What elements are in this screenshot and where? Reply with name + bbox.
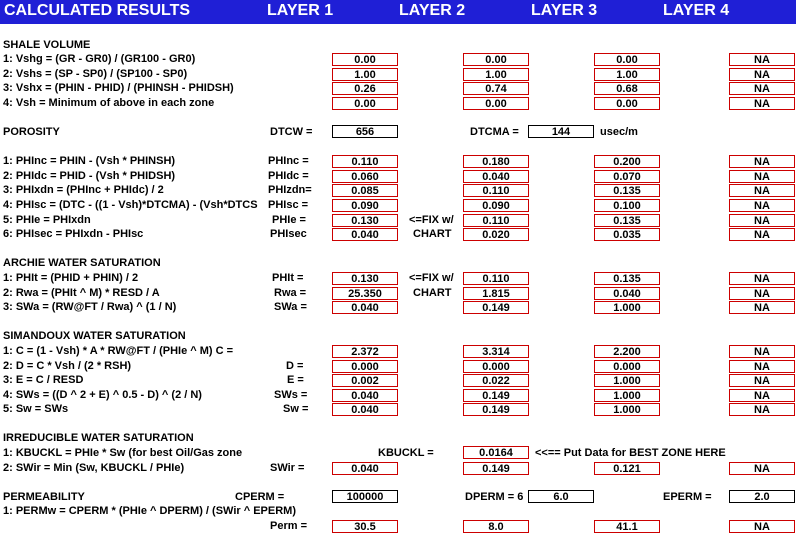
simandoux-row-3-layer-4[interactable]: NA — [729, 374, 795, 387]
archie-row-3-label: 3: SWa = (RW@FT / Rwa) ^ (1 / N) — [3, 301, 177, 313]
porosity-row-1-layer-3[interactable]: 0.200 — [594, 155, 660, 168]
porosity-row-2-layer-2[interactable]: 0.040 — [463, 170, 529, 183]
shale-row-3-layer-4[interactable]: NA — [729, 82, 795, 95]
dtcma-unit: usec/m — [600, 126, 638, 138]
simandoux-row-4-label: 4: SWs = ((D ^ 2 + E) ^ 0.5 - D) ^ (2 / N) — [3, 389, 202, 401]
simandoux-row-5-layer-1[interactable]: 0.040 — [332, 403, 398, 416]
archie-row-1-layer-4[interactable]: NA — [729, 272, 795, 285]
shale-row-4-layer-4[interactable]: NA — [729, 97, 795, 110]
porosity-row-5-layer-4[interactable]: NA — [729, 214, 795, 227]
porosity-row-3-layer-1[interactable]: 0.085 — [332, 184, 398, 197]
simandoux-row-4-layer-1[interactable]: 0.040 — [332, 389, 398, 402]
shale-volume-heading: SHALE VOLUME — [3, 39, 91, 51]
porosity-row-5-label: 5: PHIe = PHIxdn — [3, 214, 91, 226]
simandoux-row-5-layer-4[interactable]: NA — [729, 403, 795, 416]
simandoux-row-2-layer-2[interactable]: 0.000 — [463, 360, 529, 373]
archie-row-2-layer-2[interactable]: 1.815 — [463, 287, 529, 300]
layer-2-header: LAYER 2 — [399, 2, 466, 19]
porosity-row-3-layer-4[interactable]: NA — [729, 184, 795, 197]
porosity-row-3-symbol: PHIzdn= — [268, 184, 312, 196]
porosity-row-1-symbol: PHInc = — [268, 155, 309, 167]
shale-row-4-layer-3[interactable]: 0.00 — [594, 97, 660, 110]
archie-row-2-symbol: Rwa = — [274, 287, 307, 299]
archie-fix-note-2: CHART — [413, 287, 452, 299]
simandoux-row-5-label: 5: Sw = SWs — [3, 403, 69, 415]
porosity-row-6-label: 6: PHIsec = PHIxdn - PHIsc — [3, 228, 144, 240]
porosity-row-5-layer-2[interactable]: 0.110 — [463, 214, 529, 227]
shale-row-4-layer-2[interactable]: 0.00 — [463, 97, 529, 110]
irreducible-row-2-label: 2: SWir = Min (Sw, KBUCKL / PHIe) — [3, 462, 185, 474]
cperm-label: CPERM = — [235, 491, 285, 503]
layer-4-header: LAYER 4 — [663, 2, 730, 19]
dtcw-input[interactable]: 656 — [332, 125, 398, 138]
perm-symbol: Perm = — [270, 520, 307, 532]
porosity-row-6-layer-3[interactable]: 0.035 — [594, 228, 660, 241]
eperm-input[interactable]: 2.0 — [729, 490, 795, 503]
archie-row-1-layer-1[interactable]: 0.130 — [332, 272, 398, 285]
simandoux-row-3-layer-1[interactable]: 0.002 — [332, 374, 398, 387]
simandoux-row-4-layer-2[interactable]: 0.149 — [463, 389, 529, 402]
porosity-row-3-label: 3: PHIxdn = (PHInc + PHIdc) / 2 — [3, 184, 164, 196]
archie-row-3-layer-2[interactable]: 0.149 — [463, 301, 529, 314]
irreducible-heading: IRREDUCIBLE WATER SATURATION — [3, 432, 194, 444]
simandoux-row-1-label: 1: C = (1 - Vsh) * A * RW@FT / (PHIe ^ M) C = — [3, 345, 234, 357]
simandoux-heading: SIMANDOUX WATER SATURATION — [3, 330, 186, 342]
results-title: CALCULATED RESULTS — [4, 2, 191, 19]
perm-layer-1[interactable]: 30.5 — [332, 520, 398, 533]
simandoux-row-4-symbol: SWs = — [274, 389, 308, 401]
shale-row-1-layer-4[interactable]: NA — [729, 53, 795, 66]
archie-row-2-layer-4[interactable]: NA — [729, 287, 795, 300]
shale-row-2-layer-4[interactable]: NA — [729, 68, 795, 81]
simandoux-row-1-layer-3[interactable]: 2.200 — [594, 345, 660, 358]
simandoux-row-1-layer-1[interactable]: 2.372 — [332, 345, 398, 358]
simandoux-row-2-label: 2: D = C * Vsh / (2 * RSH) — [3, 360, 132, 372]
irreducible-row-2-symbol: SWir = — [270, 462, 305, 474]
shale-row-3-layer-1[interactable]: 0.26 — [332, 82, 398, 95]
porosity-row-6-layer-1[interactable]: 0.040 — [332, 228, 398, 241]
shale-row-2-label: 2: Vshs = (SP - SP0) / (SP100 - SP0) — [3, 68, 188, 80]
dtcma-label: DTCMA = — [470, 126, 519, 138]
simandoux-row-2-layer-1[interactable]: 0.000 — [332, 360, 398, 373]
shale-row-2-layer-2[interactable]: 1.00 — [463, 68, 529, 81]
layer-3-header: LAYER 3 — [531, 2, 598, 19]
shale-row-2-layer-3[interactable]: 1.00 — [594, 68, 660, 81]
porosity-row-2-layer-1[interactable]: 0.060 — [332, 170, 398, 183]
archie-row-3-layer-1[interactable]: 0.040 — [332, 301, 398, 314]
simandoux-row-2-layer-3[interactable]: 0.000 — [594, 360, 660, 373]
porosity-row-3-layer-2[interactable]: 0.110 — [463, 184, 529, 197]
shale-row-4-label: 4: Vsh = Minimum of above in each zone — [3, 97, 215, 109]
porosity-row-6-symbol: PHIsec — [270, 228, 307, 240]
archie-row-3-layer-4[interactable]: NA — [729, 301, 795, 314]
shale-row-1-label: 1: Vshg = (GR - GR0) / (GR100 - GR0) — [3, 53, 196, 65]
porosity-row-4-layer-1[interactable]: 0.090 — [332, 199, 398, 212]
simandoux-row-4-layer-4[interactable]: NA — [729, 389, 795, 402]
archie-row-1-layer-3[interactable]: 0.135 — [594, 272, 660, 285]
swir-layer-4[interactable]: NA — [729, 462, 795, 475]
archie-row-3-symbol: SWa = — [274, 301, 307, 313]
porosity-row-1-layer-2[interactable]: 0.180 — [463, 155, 529, 168]
permeability-row-1-label: 1: PERMw = CPERM * (PHIe ^ DPERM) / (SWir ^ EPERM) — [3, 505, 296, 517]
results-header — [0, 0, 796, 24]
porosity-row-4-label: 4: PHIsc = (DTC - ((1 - Vsh)*DTCMA) - (Vsh*DTCS — [3, 199, 258, 211]
kbuckl-label: KBUCKL = — [378, 447, 434, 459]
perm-layer-3[interactable]: 41.1 — [594, 520, 660, 533]
shale-row-1-layer-1[interactable]: 0.00 — [332, 53, 398, 66]
simandoux-row-3-symbol: E = — [287, 374, 304, 386]
porosity-row-6-layer-4[interactable]: NA — [729, 228, 795, 241]
dperm-input[interactable]: 6.0 — [528, 490, 594, 503]
porosity-row-5-layer-1[interactable]: 0.130 — [332, 214, 398, 227]
shale-row-3-label: 3: Vshx = (PHIN - PHID) / (PHINSH - PHIDSH) — [3, 82, 234, 94]
archie-row-2-layer-1[interactable]: 25.350 — [332, 287, 398, 300]
porosity-fix-note-1: <=FIX w/ — [409, 214, 454, 226]
archie-row-2-layer-3[interactable]: 0.040 — [594, 287, 660, 300]
shale-row-2-layer-1[interactable]: 1.00 — [332, 68, 398, 81]
archie-row-1-label: 1: PHIt = (PHID + PHIN) / 2 — [3, 272, 139, 284]
shale-row-1-layer-2[interactable]: 0.00 — [463, 53, 529, 66]
porosity-row-2-symbol: PHIdc = — [268, 170, 309, 182]
swir-layer-1[interactable]: 0.040 — [332, 462, 398, 475]
simandoux-row-3-layer-2[interactable]: 0.022 — [463, 374, 529, 387]
porosity-row-2-layer-3[interactable]: 0.070 — [594, 170, 660, 183]
best-zone-note: <<== Put Data for BEST ZONE HERE — [535, 447, 726, 459]
perm-layer-2[interactable]: 8.0 — [463, 520, 529, 533]
porosity-row-4-symbol: PHIsc = — [268, 199, 309, 211]
porosity-row-4-layer-4[interactable]: NA — [729, 199, 795, 212]
layer-1-header: LAYER 1 — [267, 2, 334, 19]
eperm-label: EPERM = — [663, 491, 712, 503]
archie-row-1-layer-2[interactable]: 0.110 — [463, 272, 529, 285]
dtcw-label: DTCW = — [270, 126, 313, 138]
simandoux-row-2-layer-4[interactable]: NA — [729, 360, 795, 373]
porosity-row-5-symbol: PHIe = — [272, 214, 306, 226]
porosity-row-2-label: 2: PHIdc = PHID - (Vsh * PHIDSH) — [3, 170, 176, 182]
porosity-row-2-layer-4[interactable]: NA — [729, 170, 795, 183]
porosity-row-4-layer-2[interactable]: 0.090 — [463, 199, 529, 212]
simandoux-row-5-layer-3[interactable]: 1.000 — [594, 403, 660, 416]
simandoux-row-1-layer-4[interactable]: NA — [729, 345, 795, 358]
cperm-input[interactable]: 100000 — [332, 490, 398, 503]
dtcma-input[interactable]: 144 — [528, 125, 594, 138]
archie-row-1-symbol: PHIt = — [272, 272, 304, 284]
archie-heading: ARCHIE WATER SATURATION — [3, 257, 161, 269]
permeability-heading: PERMEABILITY — [3, 491, 85, 503]
porosity-row-1-layer-4[interactable]: NA — [729, 155, 795, 168]
dperm-label: DPERM = 6 — [465, 491, 524, 503]
shale-row-1-layer-3[interactable]: 0.00 — [594, 53, 660, 66]
swir-layer-3[interactable]: 0.121 — [594, 462, 660, 475]
simandoux-row-3-layer-3[interactable]: 1.000 — [594, 374, 660, 387]
simandoux-row-4-layer-3[interactable]: 1.000 — [594, 389, 660, 402]
porosity-fix-note-2: CHART — [413, 228, 452, 240]
archie-row-3-layer-3[interactable]: 1.000 — [594, 301, 660, 314]
swir-layer-2[interactable]: 0.149 — [463, 462, 529, 475]
porosity-row-1-layer-1[interactable]: 0.110 — [332, 155, 398, 168]
archie-row-2-label: 2: Rwa = (PHIt ^ M) * RESD / A — [3, 287, 160, 299]
shale-row-4-layer-1[interactable]: 0.00 — [332, 97, 398, 110]
porosity-row-5-layer-3[interactable]: 0.135 — [594, 214, 660, 227]
porosity-row-3-layer-3[interactable]: 0.135 — [594, 184, 660, 197]
perm-layer-4[interactable]: NA — [729, 520, 795, 533]
simandoux-row-5-layer-2[interactable]: 0.149 — [463, 403, 529, 416]
irreducible-row-1-label: 1: KBUCKL = PHIe * Sw (for best Oil/Gas zone — [3, 447, 243, 459]
porosity-heading: POROSITY — [3, 126, 60, 138]
simandoux-row-2-symbol: D = — [286, 360, 304, 372]
shale-row-3-layer-2[interactable]: 0.74 — [463, 82, 529, 95]
kbuckl-input[interactable]: 0.0164 — [463, 446, 529, 459]
porosity-row-4-layer-3[interactable]: 0.100 — [594, 199, 660, 212]
porosity-row-1-label: 1: PHInc = PHIN - (Vsh * PHINSH) — [3, 155, 176, 167]
simandoux-row-3-label: 3: E = C / RESD — [3, 374, 84, 386]
porosity-row-6-layer-2[interactable]: 0.020 — [463, 228, 529, 241]
simandoux-row-1-layer-2[interactable]: 3.314 — [463, 345, 529, 358]
shale-row-3-layer-3[interactable]: 0.68 — [594, 82, 660, 95]
simandoux-row-5-symbol: Sw = — [283, 403, 309, 415]
archie-fix-note-1: <=FIX w/ — [409, 272, 454, 284]
